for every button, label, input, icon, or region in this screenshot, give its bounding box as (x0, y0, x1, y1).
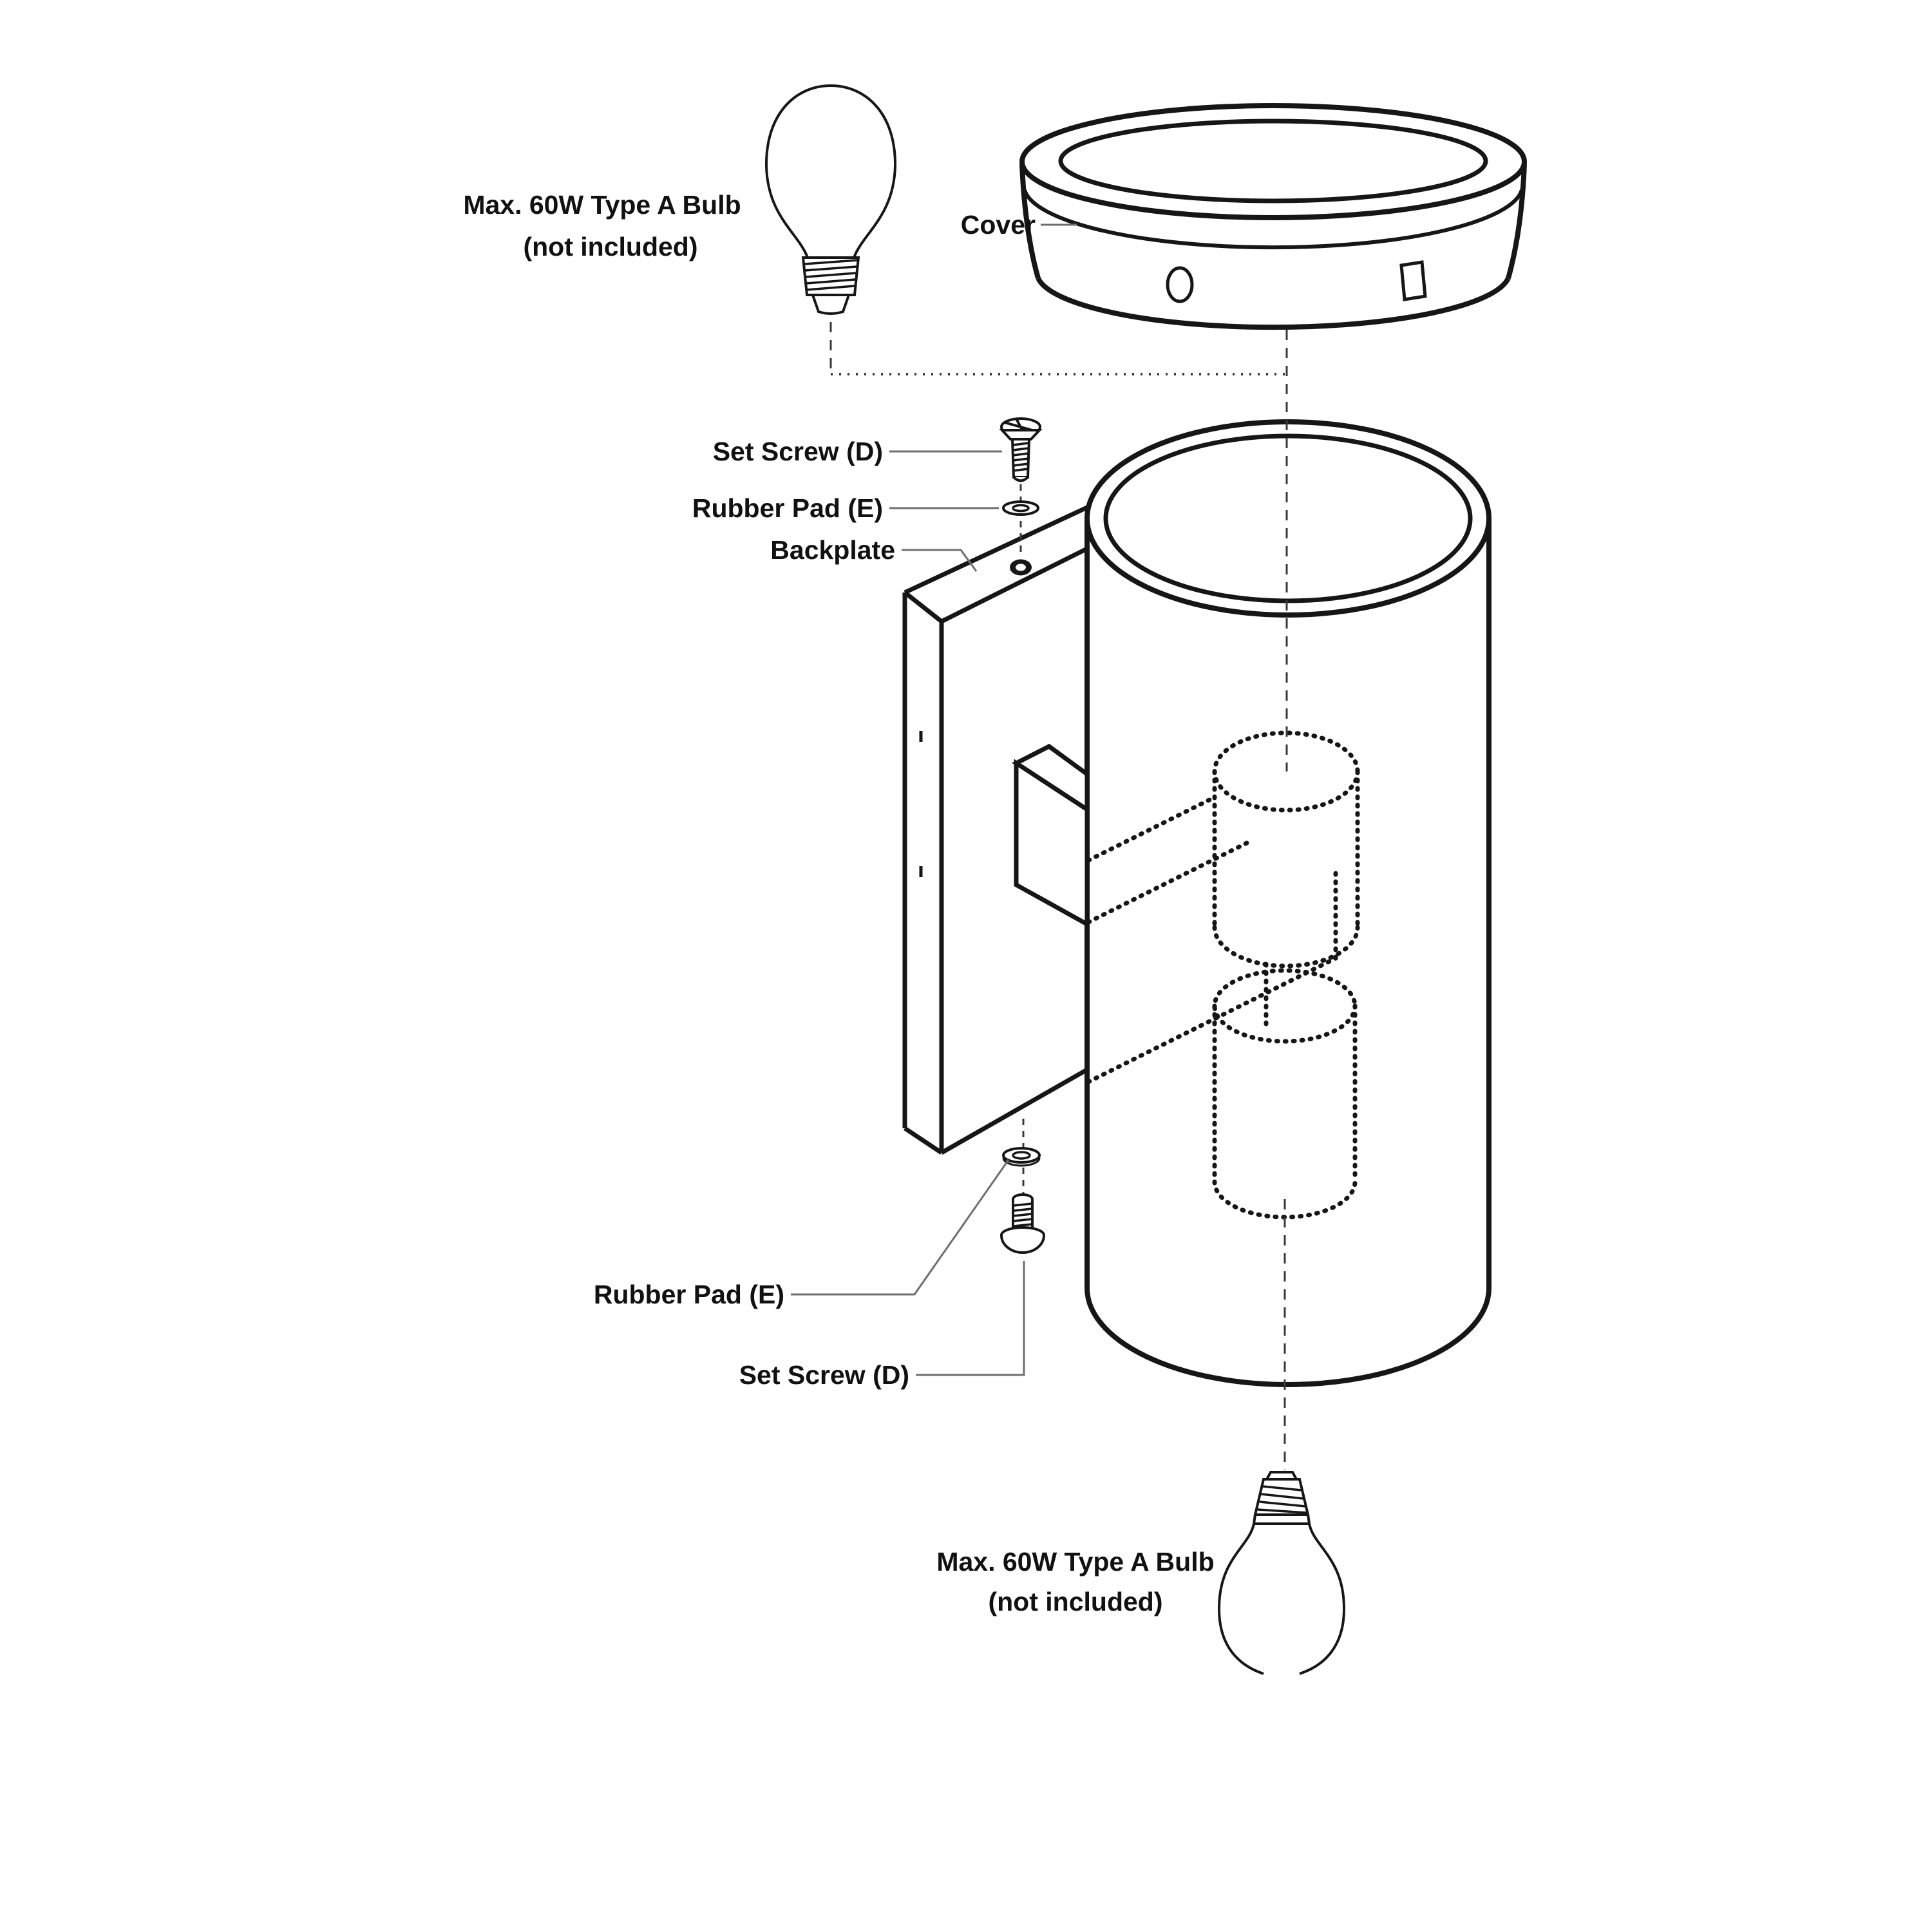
label-set-screw-top: Set Screw (D) (712, 437, 883, 466)
leader-set-screw-bottom (916, 1261, 1024, 1375)
set-screw-bottom-part (1001, 1195, 1044, 1253)
rubber-pad-top-part (1003, 502, 1038, 515)
label-bottom-bulb-line1: Max. 60W Type A Bulb (936, 1547, 1215, 1577)
label-rubber-pad-bottom: Rubber Pad (E) (593, 1280, 784, 1309)
top-bulb-part (766, 86, 895, 314)
label-top-bulb-line2: (not included) (523, 232, 698, 261)
rubber-pad-bottom-part (1003, 1148, 1039, 1166)
label-rubber-pad-top: Rubber Pad (E) (692, 493, 883, 523)
backplate-screw-hole (1010, 560, 1032, 576)
label-top-bulb-line1: Max. 60W Type A Bulb (463, 190, 741, 220)
label-backplate: Backplate (770, 535, 895, 565)
leader-rubber-pad-bottom (791, 1160, 1009, 1294)
label-cover: Cover (960, 210, 1036, 240)
label-bottom-bulb-line2: (not included) (988, 1587, 1163, 1616)
cover-slot-hole (1401, 262, 1425, 299)
set-screw-top-part (1001, 419, 1040, 481)
bottom-bulb-part (1219, 1472, 1344, 1674)
cylinder-body (1087, 422, 1489, 1385)
label-set-screw-bottom: Set Screw (D) (739, 1360, 909, 1390)
cover-round-hole (1168, 268, 1192, 301)
cover-part (1022, 106, 1524, 327)
